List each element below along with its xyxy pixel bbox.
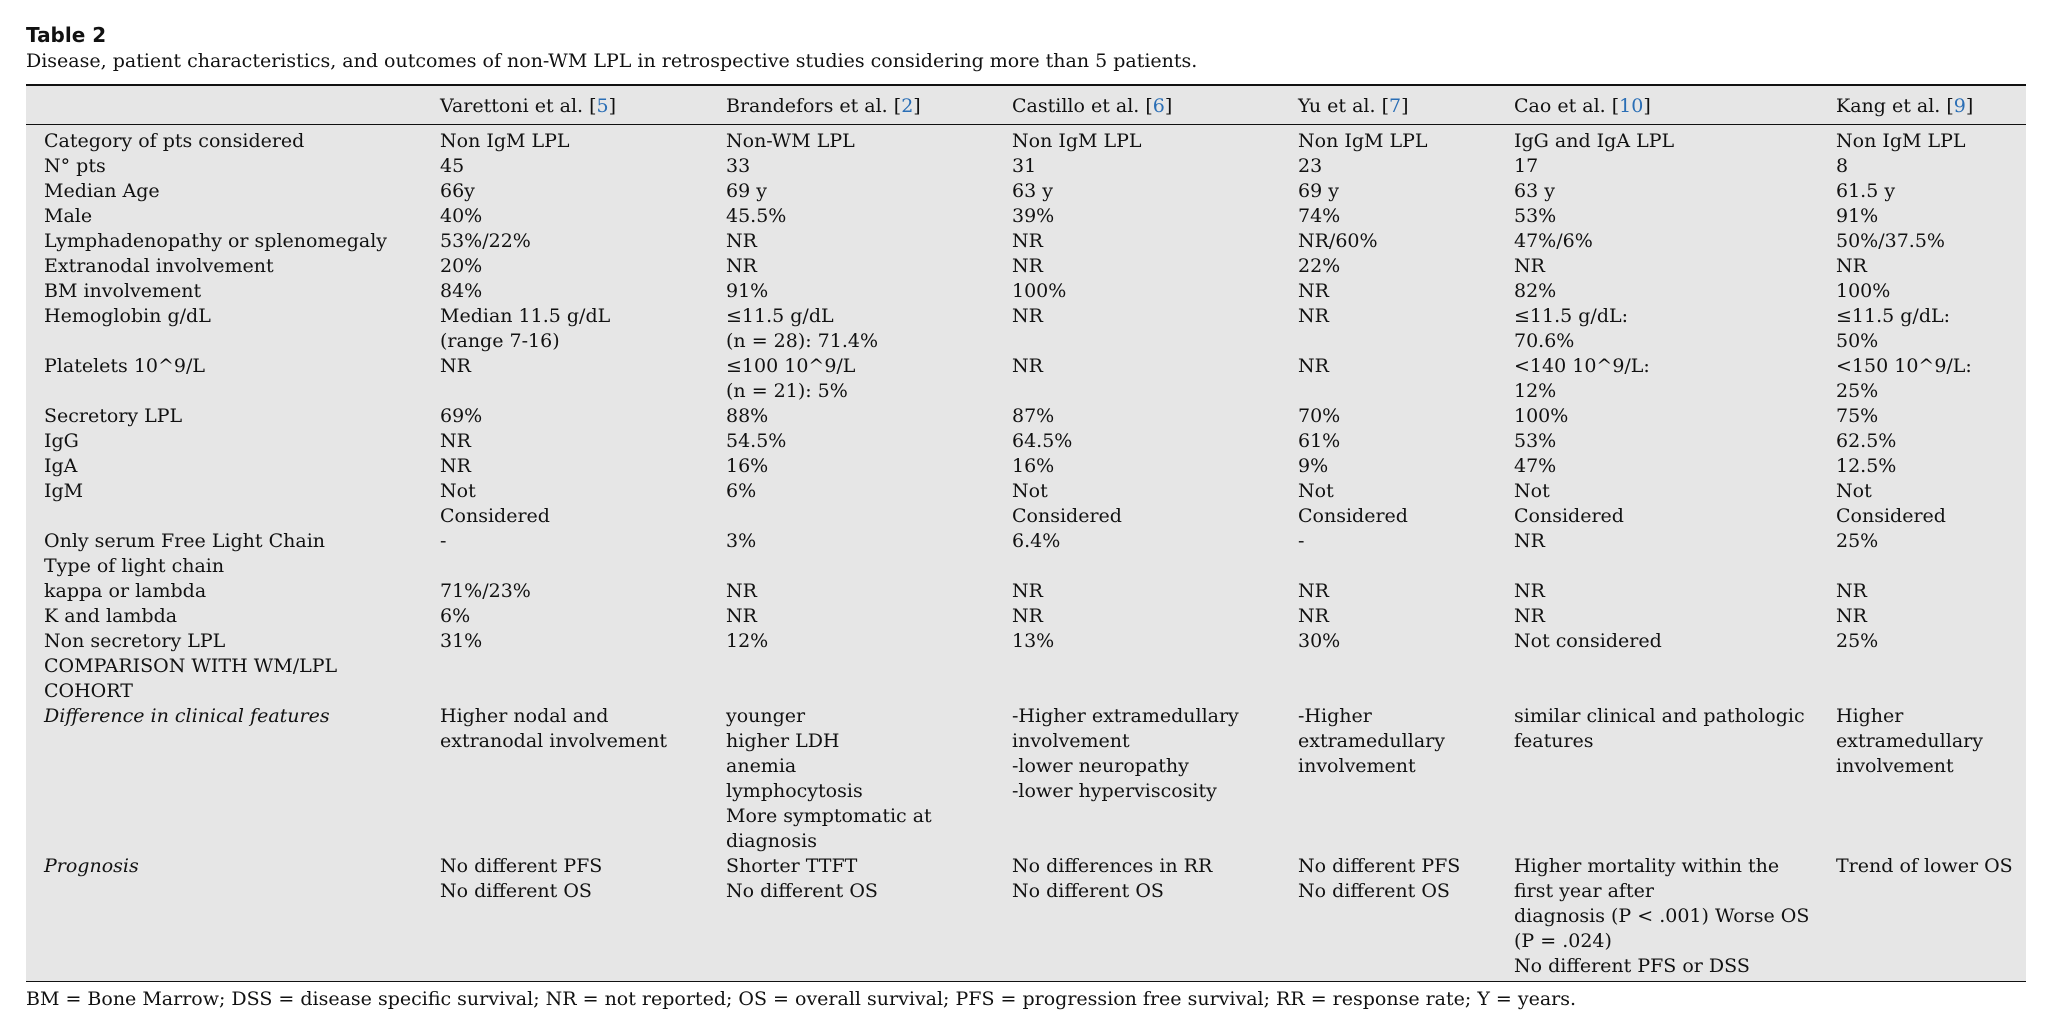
table-cell: 31: [1012, 155, 1037, 177]
table-row: [26, 704, 2026, 854]
row-label: N° pts: [44, 155, 106, 177]
table-body: [26, 125, 2026, 982]
table-cell: IgG and IgA LPL: [1514, 130, 1675, 152]
table-cell: NR: [440, 355, 471, 377]
table-cell: NR: [1836, 255, 1867, 277]
table-cell: NR: [440, 430, 471, 452]
table-cell: Not Considered: [1012, 480, 1122, 527]
table-cell: Not considered: [1514, 630, 1662, 652]
reference-link[interactable]: 7: [1388, 95, 1402, 117]
table-cell: NR: [1012, 355, 1043, 377]
table-cell: NR: [1514, 580, 1545, 602]
table-cell: [1832, 554, 2026, 579]
table-cell: 91%: [726, 280, 769, 302]
table-cell: Non-WM LPL: [726, 130, 855, 152]
table-cell: [1510, 554, 1832, 579]
table-cell: NR: [1514, 530, 1545, 552]
table-cell: 47%/6%: [1514, 230, 1593, 252]
table-cell: NR: [726, 605, 757, 627]
table-cell: younger higher LDH anemia lymphocytosis More symptomatic at diagnosis: [726, 705, 932, 852]
table-cell: Higher nodal and extranodal involvement: [440, 705, 667, 752]
table-row: [26, 404, 2026, 429]
data-table: [26, 84, 2026, 982]
table-cell: NR: [1836, 580, 1867, 602]
table-cell: ≤100 10^9/L (n = 21): 5%: [726, 355, 856, 402]
header-row: [26, 85, 2026, 125]
row-label: IgG: [44, 430, 79, 452]
table-cell: [722, 554, 1008, 579]
table-cell: 25%: [1836, 530, 1879, 552]
table-cell: 100%: [1012, 280, 1067, 302]
table-number: Table 2: [26, 23, 107, 47]
table-cell: [1294, 654, 1510, 704]
author-name: Brandefors et al.: [726, 95, 888, 117]
table-row: [26, 304, 2026, 354]
author-name: Yu et al.: [1298, 95, 1376, 117]
table-cell: Higher mortality within the first year after diagnosis (P < .001) Worse OS (P = .024) No different PFS or DSS: [1510, 854, 1832, 982]
table-cell: 100%: [1836, 280, 1891, 302]
table-cell: Non IgM LPL: [1298, 130, 1428, 152]
table-row: [26, 229, 2026, 254]
column-header: Castillo et al. [6]: [1008, 85, 1294, 125]
table-row: [26, 854, 2026, 982]
table-cell: Not Considered: [1298, 480, 1408, 527]
table-cell: 45: [440, 155, 465, 177]
table-cell: -Higher extramedullary involvement -lower neuropathy -lower hyperviscosity: [1012, 705, 1239, 802]
table-cell: 6.4%: [1012, 530, 1061, 552]
table-cell: NR: [1514, 605, 1545, 627]
table-cell: ≤11.5 g/dL (n = 28): 71.4%: [726, 305, 879, 352]
table-cell: 16%: [1012, 455, 1055, 477]
table-cell: Higher extramedullary involvement: [1836, 705, 1983, 777]
row-label: Type of light chain: [44, 555, 225, 577]
table-cell: 31%: [440, 630, 483, 652]
table-cell: 87%: [1012, 405, 1055, 427]
table-cell: NR: [1012, 305, 1043, 327]
table-cell: ≤11.5 g/dL: 50%: [1836, 305, 1951, 352]
row-label: Prognosis: [26, 854, 436, 982]
table-cell: NR: [726, 255, 757, 277]
table-cell: NR: [1514, 255, 1545, 277]
row-label: IgM: [44, 480, 84, 502]
table-cell: 53%/22%: [440, 230, 531, 252]
table-cell: 12.5%: [1836, 455, 1897, 477]
table-cell: 39%: [1012, 205, 1055, 227]
row-label: BM involvement: [44, 280, 202, 302]
row-label: Platelets 10^9/L: [44, 355, 206, 377]
header-empty-cell: [26, 85, 436, 125]
table-cell: NR: [1012, 230, 1043, 252]
reference-link[interactable]: 5: [596, 95, 609, 117]
row-label: Difference in clinical features: [44, 705, 330, 727]
table-cell: 17: [1514, 155, 1539, 177]
row-label: Lymphadenopathy or splenomegaly: [44, 230, 388, 252]
table-cell: No differences in RR No different OS: [1008, 854, 1294, 982]
table-row: [26, 529, 2026, 554]
table-row: [26, 179, 2026, 204]
table-cell: Not Considered: [440, 480, 550, 527]
row-label: K and lambda: [44, 605, 178, 627]
table-cell: [1832, 654, 2026, 704]
table-cell: <150 10^9/L: 25%: [1836, 355, 1972, 402]
table-cell: 61%: [1298, 430, 1341, 452]
row-label: Male: [44, 205, 93, 227]
table-cell: [436, 554, 722, 579]
table-cell: NR/60%: [1298, 230, 1378, 252]
table-cell: 25%: [1836, 630, 1879, 652]
row-label: Category of pts considered: [44, 130, 305, 152]
table-cell: 63 y: [1514, 180, 1555, 202]
table-row: [26, 204, 2026, 229]
table-cell: 71%/23%: [440, 580, 531, 602]
author-name: Varettoni et al.: [440, 95, 584, 117]
row-label: Only serum Free Light Chain: [44, 530, 326, 552]
reference-link[interactable]: 10: [1619, 95, 1644, 117]
table-cell: 64.5%: [1012, 430, 1073, 452]
table-cell: Not Considered: [1836, 480, 1946, 527]
row-label: Non secretory LPL: [44, 630, 226, 652]
table-row: [26, 454, 2026, 479]
table-cell: 91%: [1836, 205, 1879, 227]
column-header: Cao et al. [10]: [1510, 85, 1832, 125]
table-cell: NR: [1012, 605, 1043, 627]
row-label: Secretory LPL: [44, 405, 183, 427]
table-row: [26, 429, 2026, 454]
table-cell: Not Considered: [1514, 480, 1624, 527]
table-cell: 12%: [726, 630, 769, 652]
row-label: IgA: [44, 455, 78, 477]
table-row: [26, 579, 2026, 604]
table-cell: 6%: [726, 480, 757, 502]
table-row: [26, 354, 2026, 404]
table-cell: NR: [1012, 255, 1043, 277]
table-cell: 84%: [440, 280, 483, 302]
table-cell: Median 11.5 g/dL (range 7-16): [440, 305, 611, 352]
author-name: Castillo et al.: [1012, 95, 1140, 117]
table-row: [26, 554, 2026, 579]
table-cell: NR: [1298, 605, 1329, 627]
table-cell: 6%: [440, 605, 471, 627]
table-cell: [1008, 654, 1294, 704]
table-cell: NR: [440, 455, 471, 477]
table-row: [26, 125, 2026, 155]
reference-link[interactable]: 6: [1152, 95, 1165, 117]
table-cell: -Higher extramedullary involvement: [1298, 705, 1445, 777]
table-cell: NR: [1298, 280, 1329, 302]
table-cell: 16%: [726, 455, 769, 477]
column-header: Yu et al. [7]: [1294, 85, 1510, 125]
table-cell: Shorter TTFT No different OS: [722, 854, 1008, 982]
table-cell: NR: [1012, 580, 1043, 602]
table-cell: ≤11.5 g/dL: 70.6%: [1514, 305, 1629, 352]
table-cell: Non IgM LPL: [1012, 130, 1142, 152]
table-cell: 61.5 y: [1836, 180, 1896, 202]
table-row: [26, 479, 2026, 529]
table-cell: 75%: [1836, 405, 1879, 427]
table-cell: -: [1298, 530, 1305, 552]
table-cell: 70%: [1298, 405, 1341, 427]
table-cell: 53%: [1514, 205, 1557, 227]
table-row: [26, 154, 2026, 179]
reference-link[interactable]: 9: [1953, 95, 1966, 117]
table-cell: similar clinical and pathologic features: [1514, 705, 1805, 752]
table-row: [26, 254, 2026, 279]
table-cell: 69 y: [1298, 180, 1339, 202]
table-cell: 33: [726, 155, 751, 177]
table-cell: 3%: [726, 530, 757, 552]
table-cell: 45.5%: [726, 205, 787, 227]
table-cell: [1008, 554, 1294, 579]
row-label: Hemoglobin g/dL: [44, 305, 211, 327]
table-cell: 100%: [1514, 405, 1569, 427]
table-cell: 20%: [440, 255, 483, 277]
table-cell: 53%: [1514, 430, 1557, 452]
table-cell: 69%: [440, 405, 483, 427]
table-cell: 50%/37.5%: [1836, 230, 1945, 252]
table-cell: 9%: [1298, 455, 1329, 477]
table-cell: 63 y: [1012, 180, 1053, 202]
table-cell: <140 10^9/L: 12%: [1514, 355, 1650, 402]
table-cell: 8: [1836, 155, 1849, 177]
table-cell: Non IgM LPL: [1836, 130, 1966, 152]
table-cell: 62.5%: [1836, 430, 1897, 452]
table-cell: 88%: [726, 405, 769, 427]
table-cell: 66y: [440, 180, 475, 202]
reference-link[interactable]: 2: [901, 95, 914, 117]
table-cell: 30%: [1298, 630, 1341, 652]
table-cell: NR: [1298, 580, 1329, 602]
row-label: COMPARISON WITH WM/LPL COHORT: [44, 655, 338, 702]
table-row: [26, 654, 2026, 704]
table-row: [26, 604, 2026, 629]
table-cell: [722, 654, 1008, 704]
table-cell: 40%: [440, 205, 483, 227]
table-cell: [1510, 654, 1832, 704]
table-cell: 13%: [1012, 630, 1055, 652]
table-cell: No different PFS No different OS: [436, 854, 722, 982]
author-name: Cao et al.: [1514, 95, 1606, 117]
table-cell: 47%: [1514, 455, 1557, 477]
table-cell: -: [440, 530, 447, 552]
table-cell: [1294, 554, 1510, 579]
table-cell: 69 y: [726, 180, 767, 202]
table-cell: 74%: [1298, 205, 1341, 227]
table-cell: Trend of lower OS: [1832, 854, 2026, 982]
table-cell: No different PFS No different OS: [1294, 854, 1510, 982]
table-cell: Non IgM LPL: [440, 130, 570, 152]
table-caption: Disease, patient characteristics, and outcomes of non-WM LPL in retrospective studies considering more than 5 patients.: [26, 50, 1198, 72]
table-cell: 82%: [1514, 280, 1557, 302]
table-footnote: BM = Bone Marrow; DSS = disease specific survival; NR = not reported; OS = overall survival; PFS = progression free survival; RR = response rate; Y = years.: [26, 988, 1577, 1010]
table-cell: NR: [726, 580, 757, 602]
table-row: [26, 279, 2026, 304]
table-cell: NR: [1836, 605, 1867, 627]
table-figure: [26, 22, 2026, 1012]
column-header: Varettoni et al. [5]: [436, 85, 722, 125]
column-header: Kang et al. [9]: [1832, 85, 2026, 125]
row-label: Median Age: [44, 180, 160, 202]
table-cell: 23: [1298, 155, 1323, 177]
row-label: Extranodal involvement: [44, 255, 274, 277]
table-cell: 22%: [1298, 255, 1341, 277]
row-label: kappa or lambda: [44, 580, 207, 602]
author-name: Kang et al.: [1836, 95, 1941, 117]
column-header: Brandefors et al. [2]: [722, 85, 1008, 125]
table-cell: 54.5%: [726, 430, 787, 452]
table-cell: NR: [726, 230, 757, 252]
table-cell: [436, 654, 722, 704]
table-cell: NR: [1298, 355, 1329, 377]
table-row: [26, 629, 2026, 654]
table-cell: NR: [1298, 305, 1329, 327]
